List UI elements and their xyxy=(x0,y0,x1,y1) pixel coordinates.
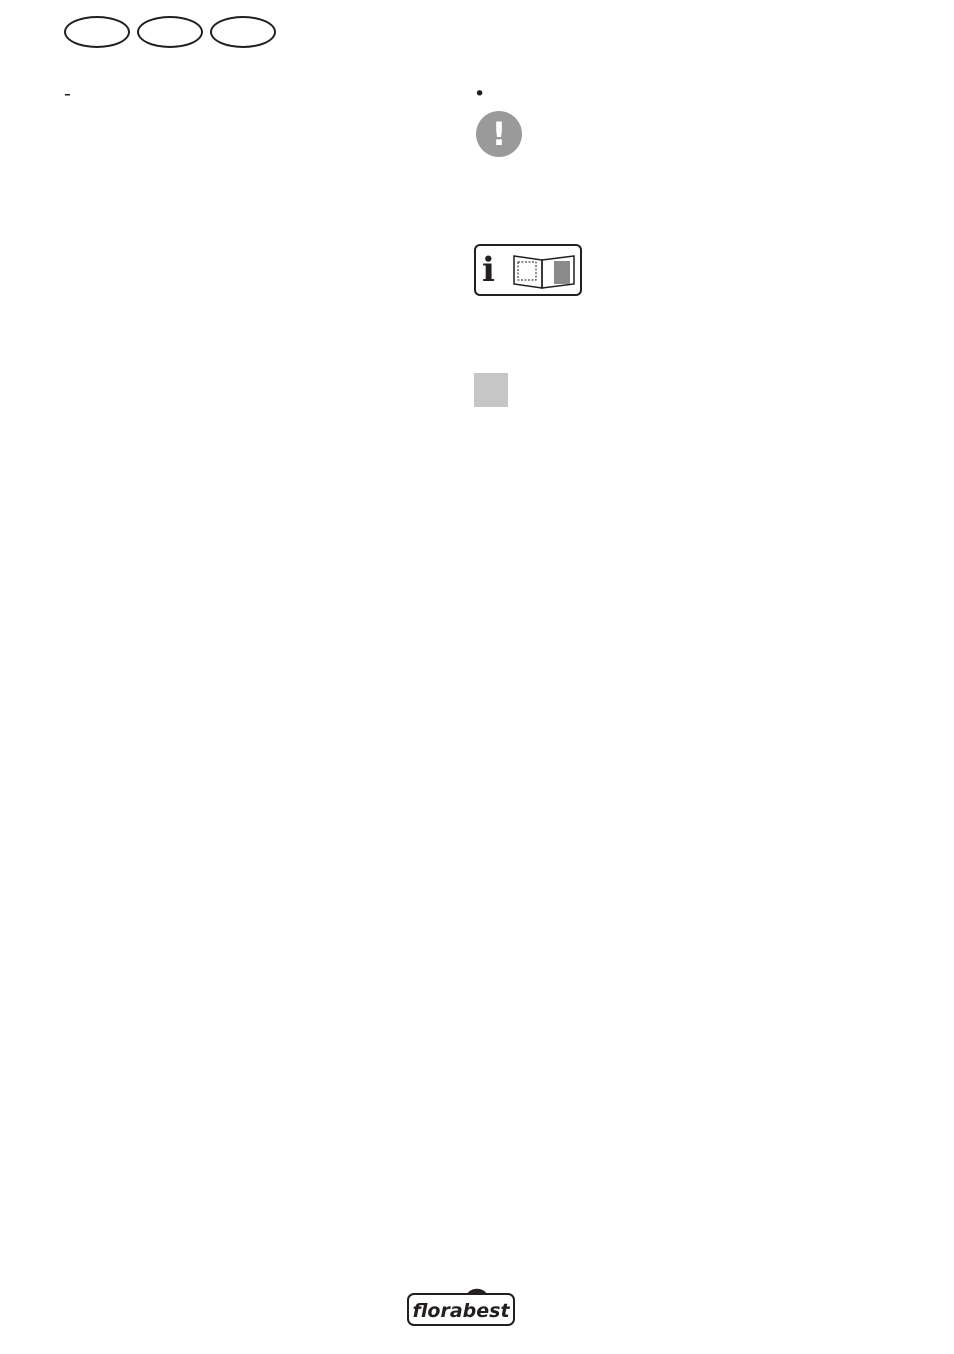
dash-marker: - xyxy=(64,83,71,105)
bullet-marker: • xyxy=(474,83,486,105)
exclamation-icon: ! xyxy=(476,111,522,157)
language-ovals xyxy=(64,16,278,52)
info-notice xyxy=(474,232,874,332)
section-heading xyxy=(64,123,454,158)
right-column xyxy=(474,82,874,404)
figure-marker-box xyxy=(474,373,508,407)
svg-text:florabest: florabest xyxy=(412,1300,510,1322)
warning-notice xyxy=(474,107,874,207)
left-column xyxy=(64,82,454,214)
language-oval-2 xyxy=(137,16,203,48)
info-book-icon: i xyxy=(474,244,582,296)
florabest-logo xyxy=(407,1288,515,1326)
language-oval-1 xyxy=(64,16,130,48)
language-oval-3 xyxy=(210,16,276,48)
